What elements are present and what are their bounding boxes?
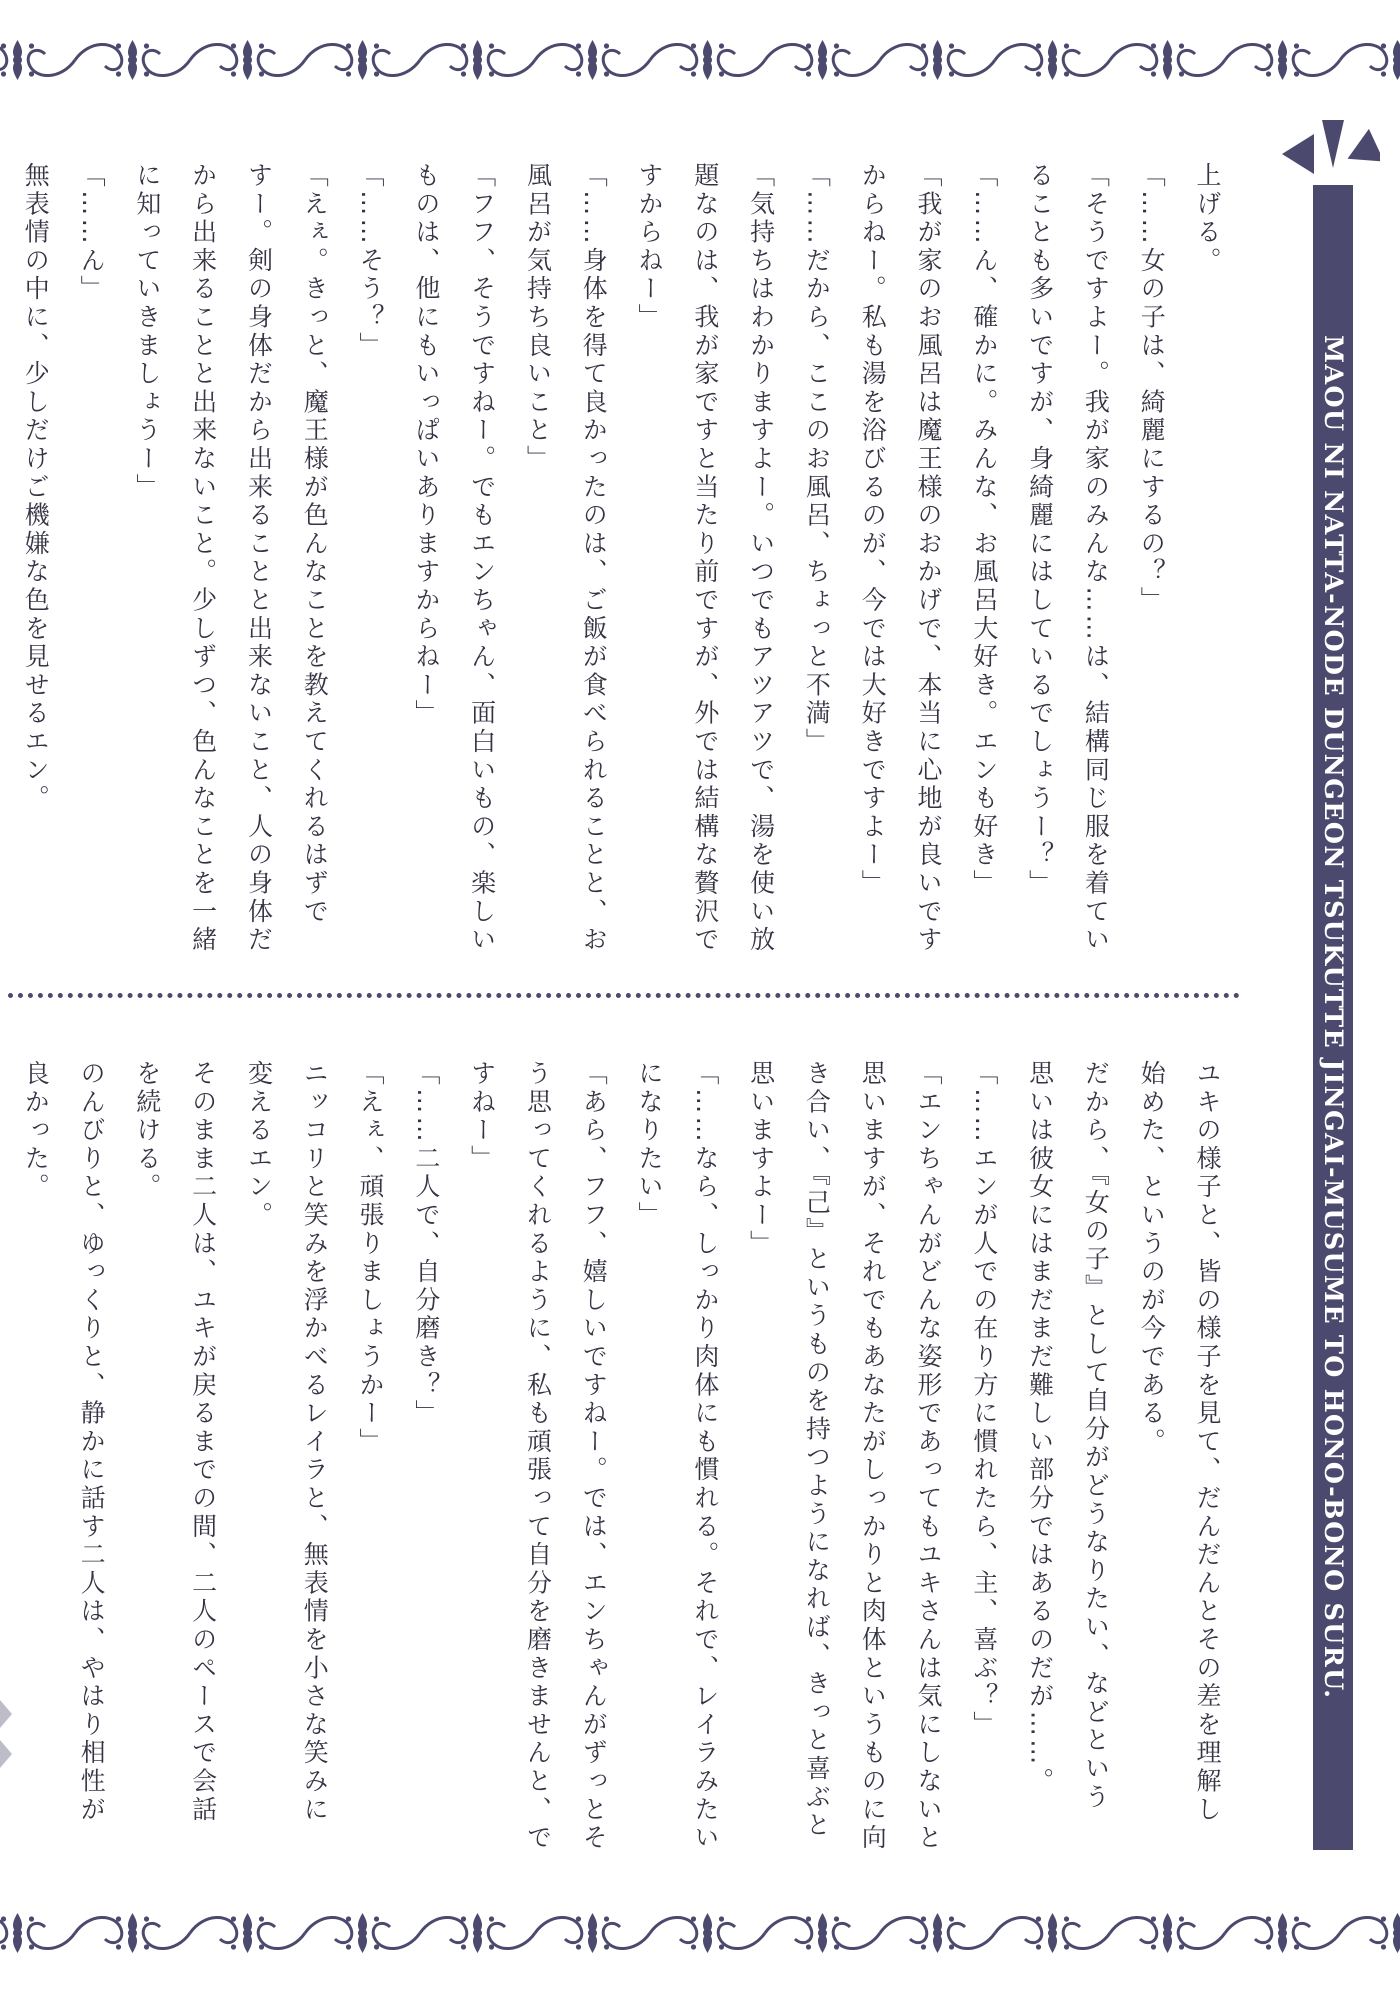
text-line: 「えぇ、頑張りましょうかー」	[356, 1060, 386, 1457]
text-line: 「……そう？」	[356, 162, 386, 361]
text-line: ることも多いですが、身綺麗にはしているでしょうー？」	[1025, 162, 1055, 898]
text-line: 「あら、フフ、嬉しいですねー。では、エンちゃんがずっとそ	[579, 1060, 609, 1853]
bottom-ornament-border	[0, 1893, 1400, 1973]
text-line: 風呂が気持ち良いこと」	[523, 162, 553, 474]
text-line: だから、『女の子』として自分がどうなりたい、などという	[1081, 1060, 1111, 1812]
text-line: から出来ることと出来ないこと。少しずつ、色んなことを一緒	[188, 162, 218, 955]
text-line: ユキの様子と、皆の様子を見て、だんだんとその差を理解し	[1193, 1060, 1222, 1825]
section-divider	[8, 993, 1240, 998]
text-line: 思いますが、それでもあなたがしっかりと肉体というものに向	[858, 1060, 888, 1853]
running-title: MAOU NI NATTA-NODE DUNGEON TSUKUTTE JINGAI-MUSUME TO HONO-BONO SURU.	[1318, 335, 1348, 1700]
lower-text-block	[7, 1060, 1235, 1853]
text-line: 「……エンが人での在り方に慣れたら、主、喜ぶ？」	[969, 1060, 999, 1740]
text-line: 無表情の中に、少しだけご機嫌な色を見せるエン。	[21, 162, 51, 813]
text-line: 「……ん、確かに。みんな、お風呂大好き。エンも好き」	[969, 162, 999, 898]
text-line: からねー。私も湯を浴びるのが、今では大好きですよー」	[858, 162, 888, 898]
top-ornament-border	[0, 20, 1400, 100]
text-line: 思いますよー」	[746, 1060, 776, 1259]
text-line: 始めた、というのが今である。	[1137, 1060, 1167, 1457]
text-line: 思いは彼女にはまだまだ難しい部分ではあるのだが……。	[1025, 1060, 1055, 1796]
text-line: 題なのは、我が家ですと当たり前ですが、外では結構な贅沢で	[690, 162, 720, 955]
text-line: 「そうですよー。我が家のみんな……は、結構同じ服を着てい	[1081, 162, 1111, 955]
text-line: 上げる。	[1193, 162, 1222, 276]
text-line: 「気持ちはわかりますよー。いつでもアツアツで、湯を使い放	[746, 162, 776, 955]
text-line: 変えるエン。	[244, 1060, 274, 1230]
text-line: ニッコリと笑みを浮かべるレイラと、無表情を小さな笑みに	[300, 1060, 330, 1825]
text-line: 「……二人で、自分磨き？」	[411, 1060, 441, 1428]
text-line: を続ける。	[132, 1060, 162, 1202]
upper-text-block	[7, 162, 1235, 982]
text-line: すー。剣の身体だから出来ることと出来ないこと、人の身体だ	[244, 162, 274, 955]
text-line: 「……なら、しっかり肉体にも慣れる。それで、レイラみたい	[690, 1060, 720, 1853]
text-line: き合い、『己』というものを持つようになれば、きっと喜ぶと	[802, 1060, 832, 1840]
text-line: すねー」	[467, 1060, 497, 1174]
text-line: 「……身体を得て良かったのは、ご飯が食べられることと、お	[579, 162, 609, 955]
text-line: のんびりと、ゆっくりと、静かに話す二人は、やはり相性が	[77, 1060, 107, 1825]
text-line: 「エンちゃんがどんな姿形であってもユキさんは気にしないと	[914, 1060, 944, 1853]
text-line: すからねー」	[635, 162, 665, 332]
text-line: 「……だから、ここのお風呂、ちょっと不満」	[802, 162, 832, 757]
text-line: になりたい」	[635, 1060, 665, 1230]
edge-chevron-icon	[0, 1700, 14, 1784]
text-line: 「我が家のお風呂は魔王様のおかげで、本当に心地が良いです	[914, 162, 944, 955]
text-line: 良かった。	[21, 1060, 51, 1202]
text-line: ものは、他にもいっぱいありますからねー」	[411, 162, 441, 728]
text-line: 「フフ、そうですねー。でもエンちゃん、面白いもの、楽しい	[467, 162, 497, 955]
text-line: そのまま二人は、ユキが戻るまでの間、二人のペースで会話	[188, 1060, 218, 1825]
title-chevron-icon	[1280, 118, 1380, 187]
flourish-border-icon	[0, 1893, 1400, 1973]
text-line: に知っていきましょうー」	[132, 162, 162, 502]
text-line: 「……女の子は、綺麗にするの？」	[1137, 162, 1167, 615]
text-line: 「えぇ。きっと、魔王様が色んなことを教えてくれるはずで	[300, 162, 330, 927]
text-line: 「……ん」	[77, 162, 107, 304]
text-line: う思ってくれるように、私も頑張って自分を磨きませんと、で	[523, 1060, 553, 1853]
flourish-border-icon	[0, 20, 1400, 100]
